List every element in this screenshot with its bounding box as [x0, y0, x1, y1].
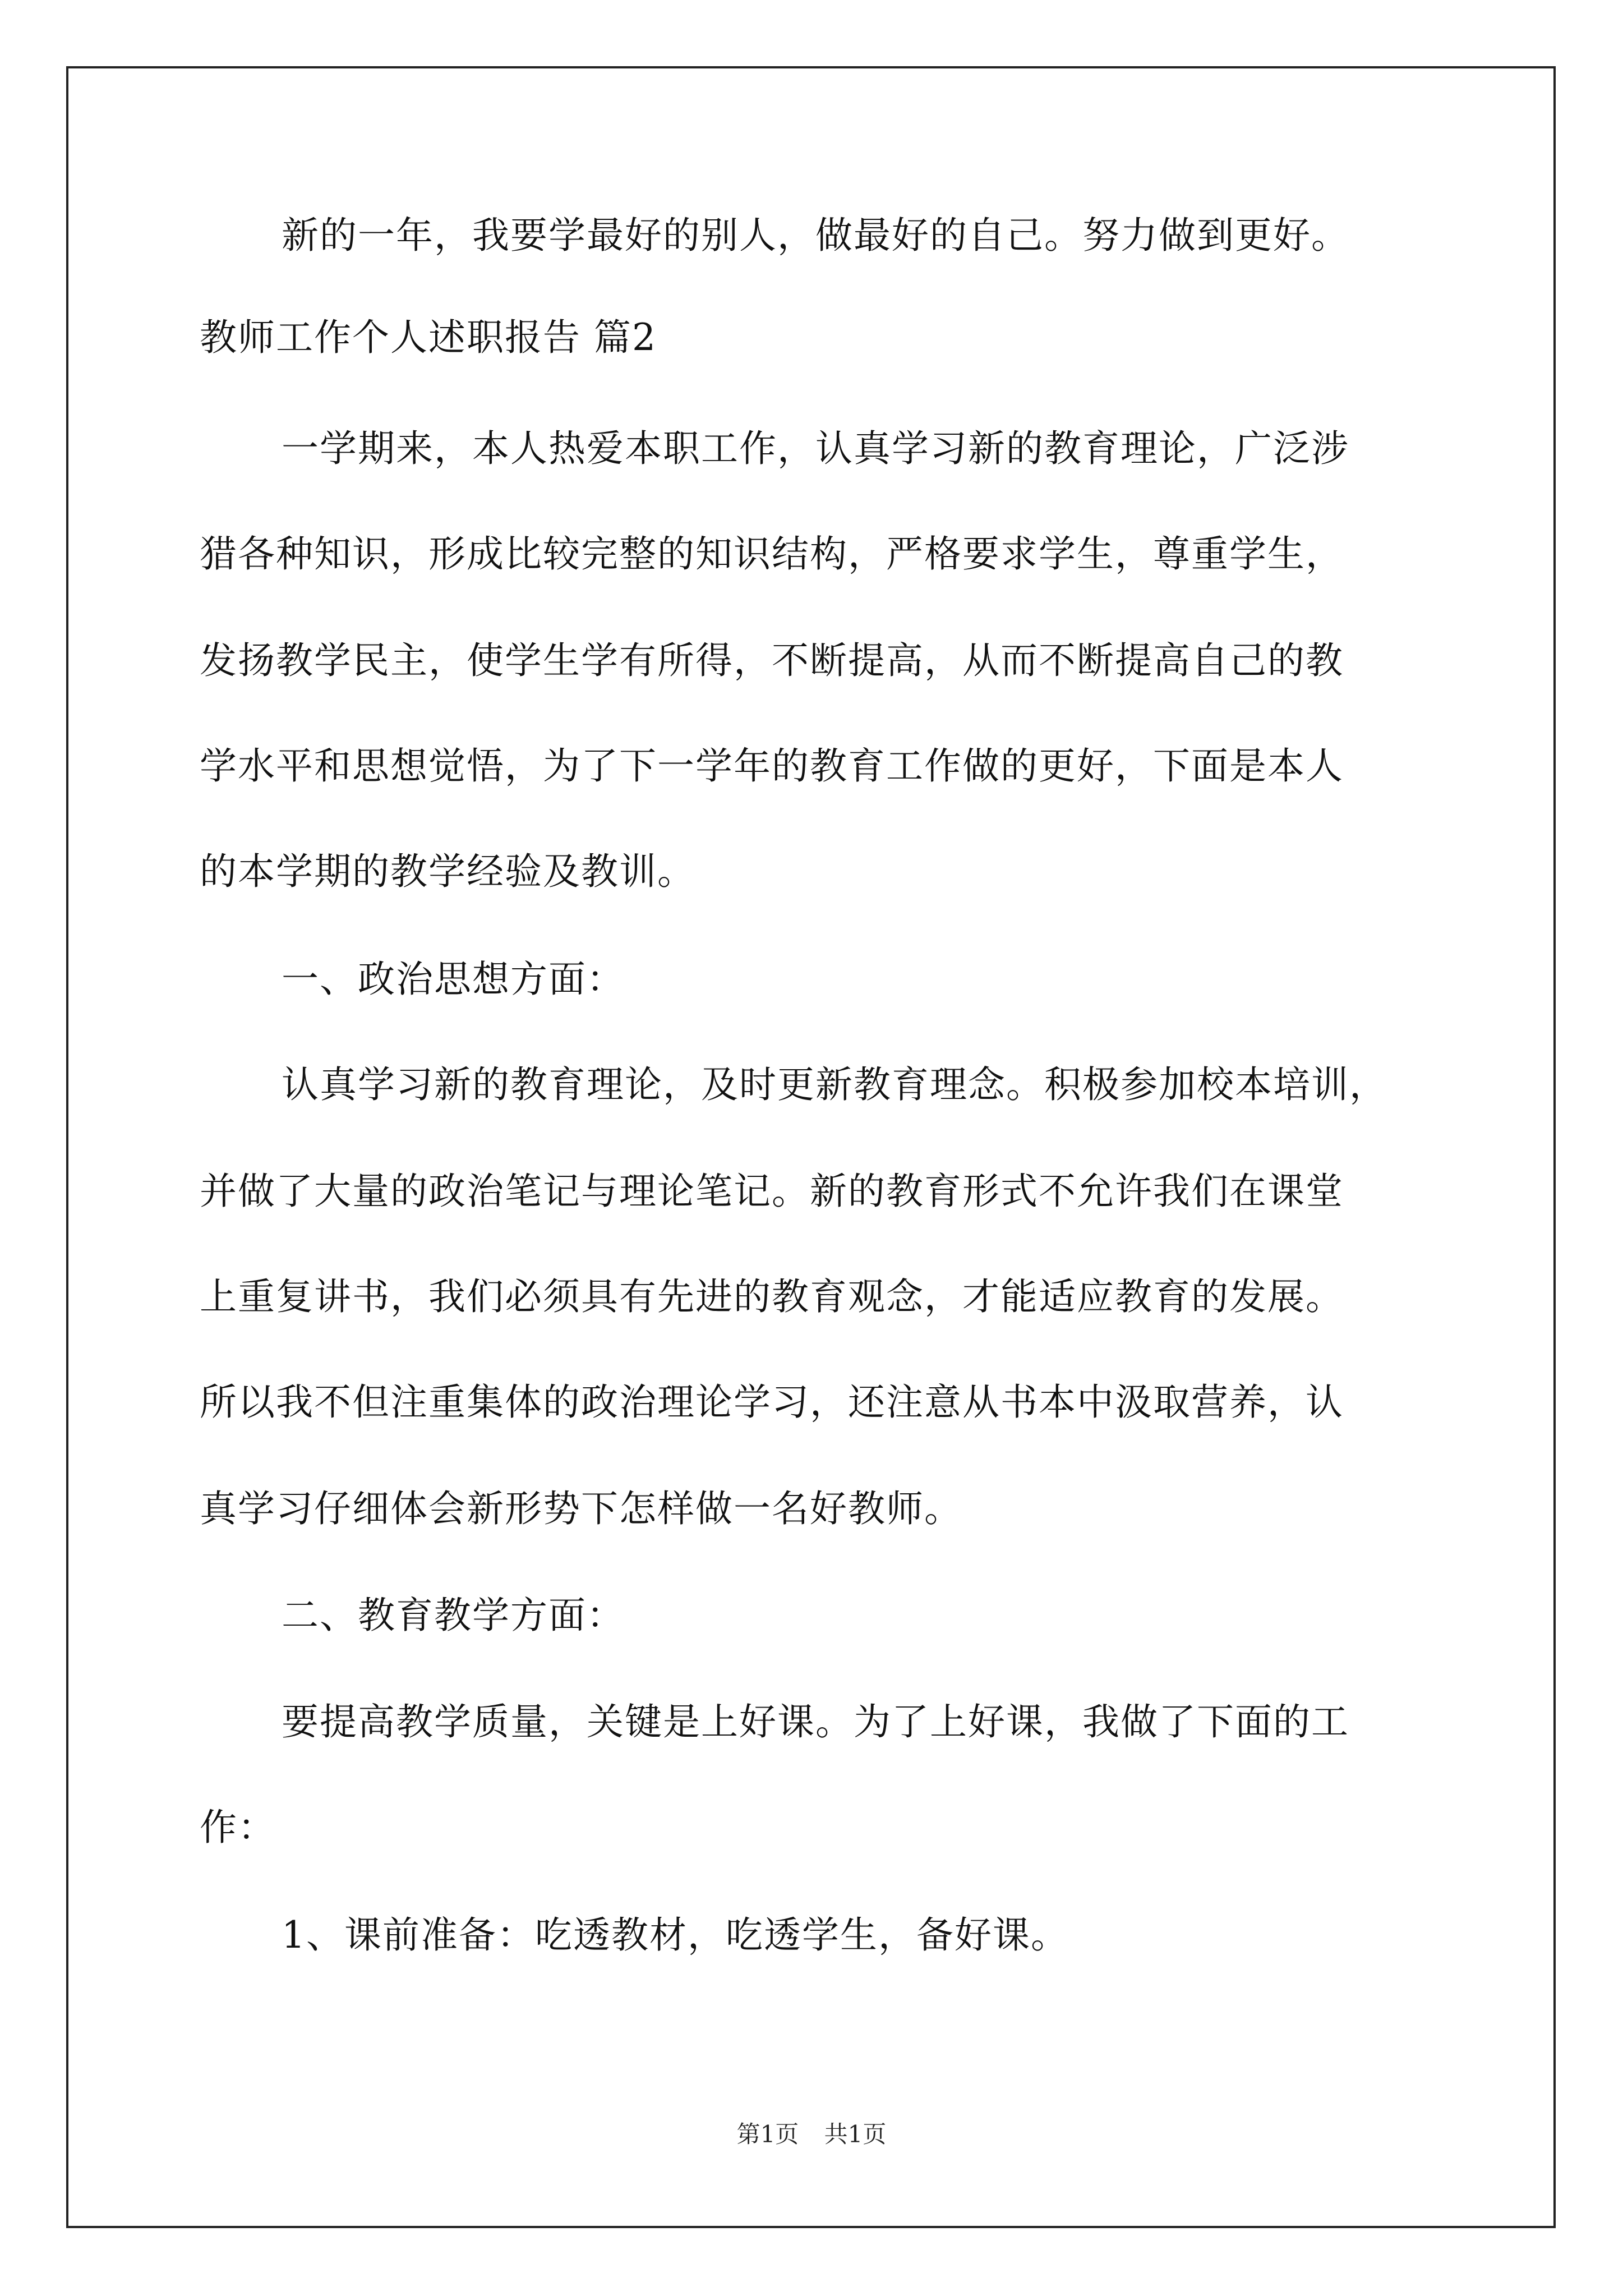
paragraph-line: 一学期来，本人热爱本职工作，认真学习新的教育理论，广泛涉 — [282, 427, 1349, 470]
paragraph-line: 所以我不但注重集体的政治理论学习，还注意从书本中汲取营养，认 — [200, 1381, 1344, 1424]
paragraph-line: 学水平和思想觉悟，为了下一学年的教育工作做的更好，下面是本人 — [200, 744, 1344, 788]
paragraph-line: 要提高教学质量，关键是上好课。为了上好课，我做了下面的工 — [282, 1700, 1349, 1743]
section-heading: 教师工作个人述职报告 篇2 — [200, 316, 657, 359]
page-total: 共1页 — [824, 2120, 887, 2148]
subsection-heading: 一、政治思想方面： — [282, 958, 625, 1001]
paragraph-line: 发扬教学民主，使学生学有所得，不断提高，从而不断提高自己的教 — [200, 639, 1344, 682]
paragraph-line: 作： — [200, 1806, 276, 1849]
subsection-heading: 二、教育教学方面： — [282, 1594, 625, 1637]
paragraph-line: 的本学期的教学经验及教训。 — [200, 850, 695, 893]
paragraph-line: 1、课前准备：吃透教材，吃透学生，备好课。 — [282, 1913, 1069, 1957]
paragraph-line: 猎各种知识，形成比较完整的知识结构，严格要求学生，尊重学生， — [200, 532, 1344, 576]
paragraph-line: 新的一年，我要学最好的别人，做最好的自己。努力做到更好。 — [282, 214, 1349, 257]
page-footer — [0, 2120, 1623, 2148]
paragraph-line: 认真学习新的教育理论，及时更新教育理念。积极参加校本培训， — [282, 1063, 1387, 1106]
paragraph-line: 上重复讲书，我们必须具有先进的教育观念，才能适应教育的发展。 — [200, 1275, 1344, 1318]
paragraph-line: 真学习仔细体会新形势下怎样做一名好教师。 — [200, 1487, 962, 1530]
page-border — [66, 66, 1556, 2228]
paragraph-line: 并做了大量的政治笔记与理论笔记。新的教育形式不允许我们在课堂 — [200, 1170, 1344, 1213]
page-number: 第1页 — [736, 2120, 799, 2148]
